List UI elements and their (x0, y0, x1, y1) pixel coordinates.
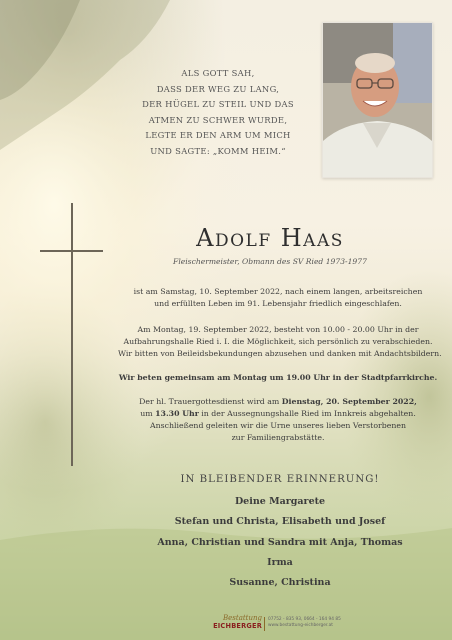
poem-line: DER HÜGEL ZU STEIL UND DAS (142, 99, 294, 110)
footer-divider (264, 617, 265, 631)
text-line (118, 408, 438, 420)
text-line: ist am Samstag, 10. September 2022, nach einem langen, arbeitsreichen (133, 287, 423, 296)
poem-line: LEGTE ER DEN ARM UM MICH (145, 130, 291, 141)
poem-line: ALS GOTT SAH, (181, 68, 255, 78)
viewing-info (118, 324, 442, 360)
funeral-service-info (118, 396, 438, 444)
mourner-line: Anna, Christian und Sandra mit Anja, Thomas (157, 536, 403, 548)
service-date: Dienstag, 20. September 2022, (281, 397, 417, 406)
poem-line: DASS DER WEG ZU LANG, (156, 83, 280, 94)
mourners-list (120, 492, 440, 593)
footer-contact (268, 617, 341, 629)
memorial-title: IN BLEIBENDER ERINNERUNG! (180, 474, 380, 485)
text-line: zur Familiengrabstätte. (231, 433, 325, 442)
funeral-home-logo (188, 614, 262, 630)
mourner-line: Stefan und Christa, Elisabeth und Josef (174, 516, 386, 528)
text-segment: um (140, 409, 156, 418)
text-line: Am Montag, 19. September 2022, besteht von 10.00 - 20.00 Uhr in der (137, 325, 419, 334)
poem (118, 66, 318, 160)
mourner-line: Deine Margarete (234, 496, 326, 507)
text-line: Anschließend geleiten wir die Urne unseres lieben Verstorbenen (149, 421, 407, 430)
portrait-image (323, 23, 432, 177)
footer-phone: 07752 - 835 93, 0664 - 164 94 85 (268, 617, 341, 622)
mourner-line: Susanne, Christina (229, 577, 331, 589)
text-line: Wir bitten von Beileidsbekundungen abzusehen und danken mit Andachtsbildern. (118, 349, 442, 358)
logo-script: Bestattung (223, 614, 262, 622)
footer-web: www.bestattung-eichberger.at (268, 623, 333, 628)
mourner-line: Irma (267, 556, 293, 568)
poem-line: UND SAGTE: „KOMM HEIM.“ (150, 145, 286, 156)
cross-vertical-bar (71, 203, 73, 466)
text-line: Aufbahrungshalle Ried i. I. die Möglichkeit, sich persönlich zu verabschieden. (123, 337, 433, 346)
portrait-photo (322, 22, 433, 178)
service-time: 13.30 Uhr (155, 409, 199, 418)
death-announcement (118, 286, 438, 310)
prayer-info (118, 372, 438, 384)
poem-line: ATMEN ZU SCHWER WURDE, (148, 114, 288, 125)
deceased-subtitle: Fleischermeister, Obmann des SV Ried 1973-1977 (173, 257, 367, 266)
cross-horizontal-bar (40, 250, 103, 252)
deceased-name: Adolf Haas (196, 224, 344, 252)
logo-name: EICHBERGER (213, 622, 262, 630)
text-line: Wir beten gemeinsam am Montag um 19.00 Uhr in der Stadtpfarrkirche. (118, 373, 438, 382)
text-line: und erfüllten Leben im 91. Lebensjahr friedlich eingeschlafen. (154, 299, 402, 308)
text-segment: Der hl. Trauergottesdienst wird am (139, 397, 282, 406)
text-segment: in der Aussegnungshalle Ried im Innkreis abgehalten. (198, 409, 416, 418)
text-line (118, 396, 438, 408)
